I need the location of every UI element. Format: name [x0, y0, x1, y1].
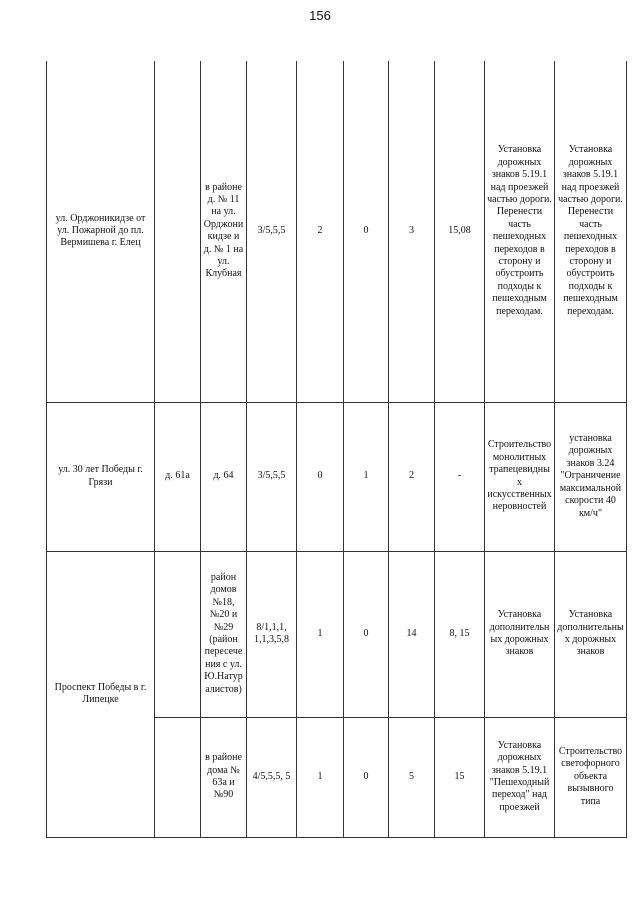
- section-cell: в районе д. № 11 на ул. Орджоникидзе и д. № 1 на ул. Клубная: [201, 61, 247, 402]
- table-row: [47, 402, 627, 551]
- section-cell: район домов №18, №20 и №29 (район пересечения с ул. Ю.Натуралистов): [201, 551, 247, 717]
- value-cell: 15: [435, 717, 485, 837]
- page-number: 156: [309, 8, 331, 23]
- count-cell: 14: [389, 551, 435, 717]
- measures-cell: Установка дорожных знаков 5.19.1 над проезжей частью дороги. Перенести часть пешеходных переходов в сторону и обустроить подходы к пешеходным переходам.: [555, 61, 627, 402]
- from-cell: [155, 551, 201, 717]
- location-cell: ул. Орджоникидзе от ул. Пожарной до пл. Вермишева г. Елец: [47, 61, 155, 402]
- stats-cell: 3/5,5,5: [247, 61, 297, 402]
- stats-cell: 8/1,1,1, 1,1,3,5,8: [247, 551, 297, 717]
- count-cell: 1: [297, 551, 344, 717]
- from-cell: д. 61а: [155, 402, 201, 551]
- table-row: [47, 61, 627, 402]
- stats-cell: 3/5,5,5: [247, 402, 297, 551]
- count-cell: 0: [344, 717, 389, 837]
- measures-cell: Установка дополнительных дорожных знаков: [485, 551, 555, 717]
- from-cell: [155, 61, 201, 402]
- measures-cell: Установка дорожных знаков 5.19.1 "Пешеходный переход" над проезжей: [485, 717, 555, 837]
- value-cell: -: [435, 402, 485, 551]
- count-cell: 2: [297, 61, 344, 402]
- count-cell: 0: [344, 61, 389, 402]
- measures-cell: Установка дополнительных дорожных знаков: [555, 551, 627, 717]
- count-cell: 2: [389, 402, 435, 551]
- table-row: [47, 551, 627, 717]
- count-cell: 3: [389, 61, 435, 402]
- count-cell: 1: [344, 402, 389, 551]
- value-cell: 8, 15: [435, 551, 485, 717]
- from-cell: [155, 717, 201, 837]
- measures-cell: установка дорожных знаков 3.24 "Ограничение максимальной скорости 40 км/ч": [555, 402, 627, 551]
- count-cell: 1: [297, 717, 344, 837]
- measures-cell: Установка дорожных знаков 5.19.1 над проезжей частью дороги. Перенести часть пешеходных переходов в сторону и обустроить подходы к пешеходным переходам.: [485, 61, 555, 402]
- location-cell: ул. 30 лет Победы г. Грязи: [47, 402, 155, 551]
- stats-cell: 4/5,5,5, 5: [247, 717, 297, 837]
- measures-cell: Строительство светофорного объекта вызывного типа: [555, 717, 627, 837]
- count-cell: 0: [344, 551, 389, 717]
- section-cell: д. 64: [201, 402, 247, 551]
- section-cell: в районе дома № 63а и №90: [201, 717, 247, 837]
- road-safety-table: [46, 61, 627, 838]
- count-cell: 5: [389, 717, 435, 837]
- count-cell: 0: [297, 402, 344, 551]
- measures-cell: Строительство монолитных трапецевидных искусственных неровностей: [485, 402, 555, 551]
- value-cell: 15,08: [435, 61, 485, 402]
- location-cell: Проспект Победы в г. Липецке: [47, 551, 155, 837]
